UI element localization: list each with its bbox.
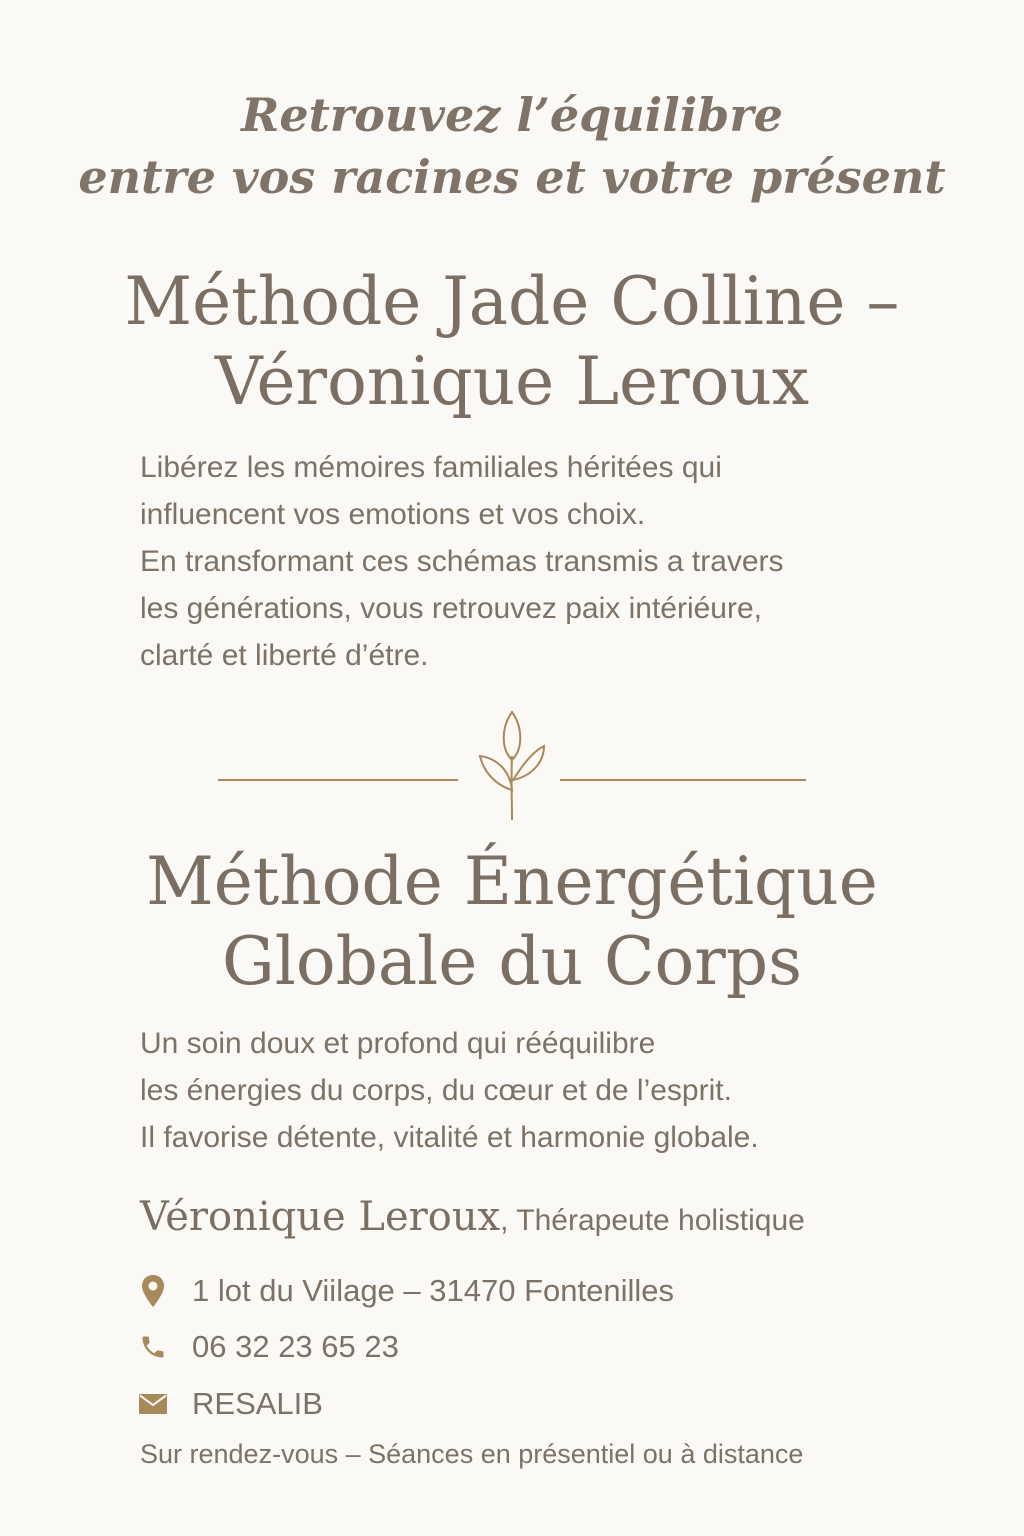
- section-2-title-line-2: Globale du Corps: [222, 923, 802, 1000]
- booking-link[interactable]: RESALIB: [192, 1386, 323, 1421]
- section-2-title: [0, 842, 1024, 1002]
- section-1-description: [140, 444, 940, 679]
- section-1-line: les générations, vous retrouvez paix intériéure,: [140, 592, 763, 625]
- section-1-line: Libérez les mémoires familiales héritées qui: [140, 451, 722, 484]
- practitioner-name: Véronique Leroux: [140, 1194, 501, 1240]
- tagline-line-1: Retrouvez l’équilibre: [241, 88, 783, 142]
- tagline: [0, 84, 1024, 208]
- address-text: 1 lot du Viilage – 31470 Fontenilles: [192, 1273, 674, 1308]
- leaf-sprig-icon: [218, 708, 806, 824]
- phone-number[interactable]: 06 32 23 65 23: [192, 1329, 399, 1364]
- tagline-line-2: entre vos racines et votre présent: [78, 150, 946, 204]
- map-pin-icon: [138, 1274, 168, 1308]
- section-2-line: Il favorise détente, vitalité et harmonie globale.: [140, 1121, 759, 1154]
- section-2-line: les énergies du corps, du cœur et de l’esprit.: [140, 1074, 732, 1107]
- section-1-title-line-2: Véronique Leroux: [214, 343, 810, 420]
- section-1-line: influencent vos emotions et vos choix.: [140, 498, 646, 531]
- appointment-note: Sur rendez-vous – Séances en présentiel ou à distance: [140, 1439, 804, 1469]
- practitioner-role: , Thérapeute holistique: [500, 1204, 805, 1237]
- section-divider: [218, 708, 806, 824]
- contact-booking[interactable]: [138, 1384, 323, 1424]
- section-1-title-line-1: Méthode Jade Colline –: [124, 263, 900, 340]
- section-1-title: [0, 262, 1024, 422]
- section-2-line: Un soin doux et profond qui rééquilibre: [140, 1027, 656, 1060]
- phone-icon: [138, 1330, 168, 1364]
- contact-address: [138, 1271, 674, 1311]
- section-1-line: clarté et liberté d’étre.: [140, 639, 429, 672]
- section-2-title-line-1: Méthode Énergétique: [146, 843, 878, 920]
- envelope-icon: [138, 1387, 168, 1421]
- practitioner-signature: [140, 1194, 805, 1240]
- section-2-description: [140, 1020, 940, 1161]
- contact-phone[interactable]: [138, 1327, 399, 1367]
- section-1-line: En transformant ces schémas transmis a travers: [140, 545, 784, 578]
